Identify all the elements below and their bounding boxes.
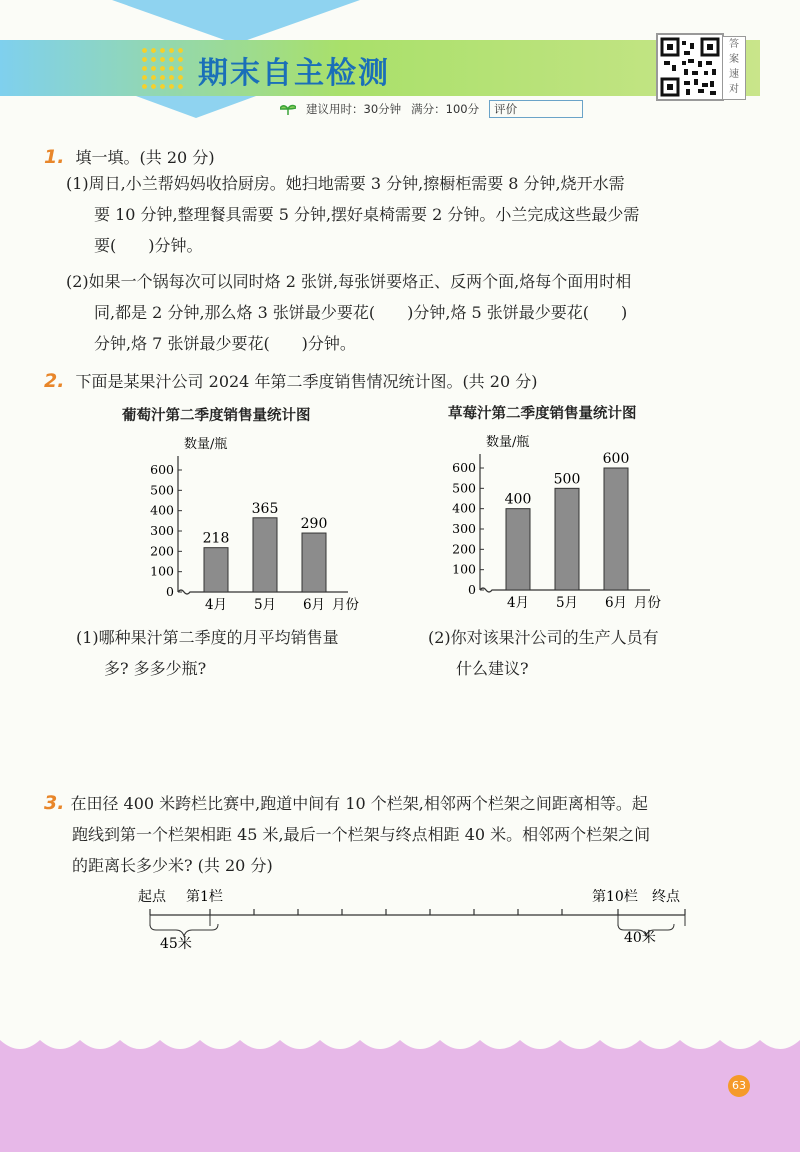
footer-band (0, 1030, 800, 1152)
right-distance-label: 40米 (624, 930, 656, 946)
y-tick-label: 300 (150, 523, 174, 538)
y-tick-label: 500 (150, 482, 174, 498)
y-tick-label: 600 (150, 462, 174, 477)
x-tick-label: 5月 (555, 595, 579, 611)
qr-side-label: 答 案 速 对 (722, 36, 746, 100)
time-label: 建议用时：30分钟 (306, 102, 402, 116)
y-tick-label: 0 (468, 582, 476, 597)
bar-value-label: 218 (202, 530, 230, 547)
x-tick-label: 4月 (204, 597, 228, 613)
grape-juice-chart (140, 428, 400, 616)
q1-part2: (2)如果一个锅每次可以同时烙 2 张饼,每张饼要烙正、反两个面,烙每个面用时相 同,都是 2 分钟,那么烙 3 张饼最少要花( )分钟,烙 5 张饼最少要花( ) 分钟,烙 7 张饼最少要花( )分钟。 (66, 272, 632, 353)
x-tick-label: 5月 (253, 597, 277, 613)
score-label: 满分：100分 (411, 102, 480, 116)
q2-title: 下面是某果汁公司 2024 年第二季度销售情况统计图。(共 20 分) (75, 372, 538, 391)
bar (506, 509, 530, 590)
sprout-icon (280, 103, 296, 115)
q2-number: 2. (44, 370, 65, 392)
qr-code-icon[interactable] (656, 33, 724, 101)
y-tick-label: 400 (452, 500, 476, 516)
y-tick-label: 100 (452, 561, 476, 577)
y-axis-label: 数量/瓶 (486, 435, 530, 450)
bar-value-label: 365 (251, 500, 279, 517)
hurdle-ticks (150, 909, 685, 926)
chart1-title: 葡萄汁第二季度销售量统计图 (122, 408, 311, 424)
y-axis-label: 数量/瓶 (184, 437, 228, 452)
x-axis-label: 月份 (634, 595, 661, 611)
q1-title: 填一填。(共 20 分) (75, 148, 215, 167)
left-brace (150, 924, 218, 936)
q1-part1: (1)周日,小兰帮妈妈收拾厨房。她扫地需要 3 分钟,擦橱柜需要 8 分钟,烧开水需 要 10 分钟,整理餐具需要 5 分钟,摆好桌椅需要 2 分钟。小兰完成这些最少需 要( )分钟。 (66, 174, 640, 255)
page-title: 期末自主检测 (198, 56, 390, 91)
bar (253, 518, 277, 592)
y-tick-label: 200 (452, 541, 476, 557)
y-tick-label: 100 (150, 563, 174, 579)
header-meta (280, 100, 583, 118)
eval-field[interactable]: 评价 (489, 100, 583, 118)
left-distance-label: 45米 (160, 936, 192, 952)
bar (555, 488, 579, 590)
diagram-first-hurdle-label: 第1栏 (186, 889, 223, 905)
header-triangle-bottom (136, 96, 256, 118)
header-triangle-top (112, 0, 360, 44)
q3-block: 3. 在田径 400 米跨栏比赛中,跑道中间有 10 个栏架,相邻两个栏架之间距离相等。起 跑线到第一个栏架相距 45 米,最后一个栏架与终点相距 40 米。相邻两个栏架之间 的距离长多少米? (共 20 分) (44, 792, 651, 875)
y-tick-label: 600 (452, 460, 476, 475)
x-tick-label: 4月 (506, 595, 530, 611)
strawberry-juice-chart (442, 426, 702, 616)
q1-number: 1. (44, 146, 65, 168)
y-tick-label: 300 (452, 521, 476, 536)
q2-sub2: (2)你对该果汁公司的生产人员有 什么建议? (428, 628, 659, 678)
page-number: 63 (728, 1075, 750, 1097)
bar (604, 468, 628, 590)
x-tick-label: 6月 (604, 595, 628, 611)
diagram-finish-label: 终点 (652, 889, 680, 905)
y-tick-label: 400 (150, 502, 174, 518)
q2-heading (44, 366, 537, 397)
bar-value-label: 500 (553, 471, 581, 488)
bar (204, 548, 228, 592)
x-axis-label: 月份 (332, 597, 359, 613)
x-tick-label: 6月 (302, 597, 326, 613)
y-tick-label: 0 (166, 584, 174, 599)
q3-number: 3. (44, 792, 65, 814)
y-tick-label: 500 (452, 480, 476, 496)
bar-value-label: 600 (602, 451, 630, 467)
bar-value-label: 290 (300, 516, 328, 533)
diagram-tenth-hurdle-label: 第10栏 (592, 889, 638, 905)
bar-value-label: 400 (504, 491, 532, 508)
bar (302, 533, 326, 592)
diagram-start-label: 起点 (138, 889, 166, 905)
y-tick-label: 200 (150, 543, 174, 559)
header-dots-decoration (140, 46, 184, 90)
chart2-title: 草莓汁第二季度销售量统计图 (448, 406, 637, 422)
hurdle-diagram (130, 884, 710, 954)
footer-wave (0, 1028, 800, 1068)
q2-sub1: (1)哪种果汁第二季度的月平均销售量 多? 多多少瓶? (76, 628, 339, 678)
